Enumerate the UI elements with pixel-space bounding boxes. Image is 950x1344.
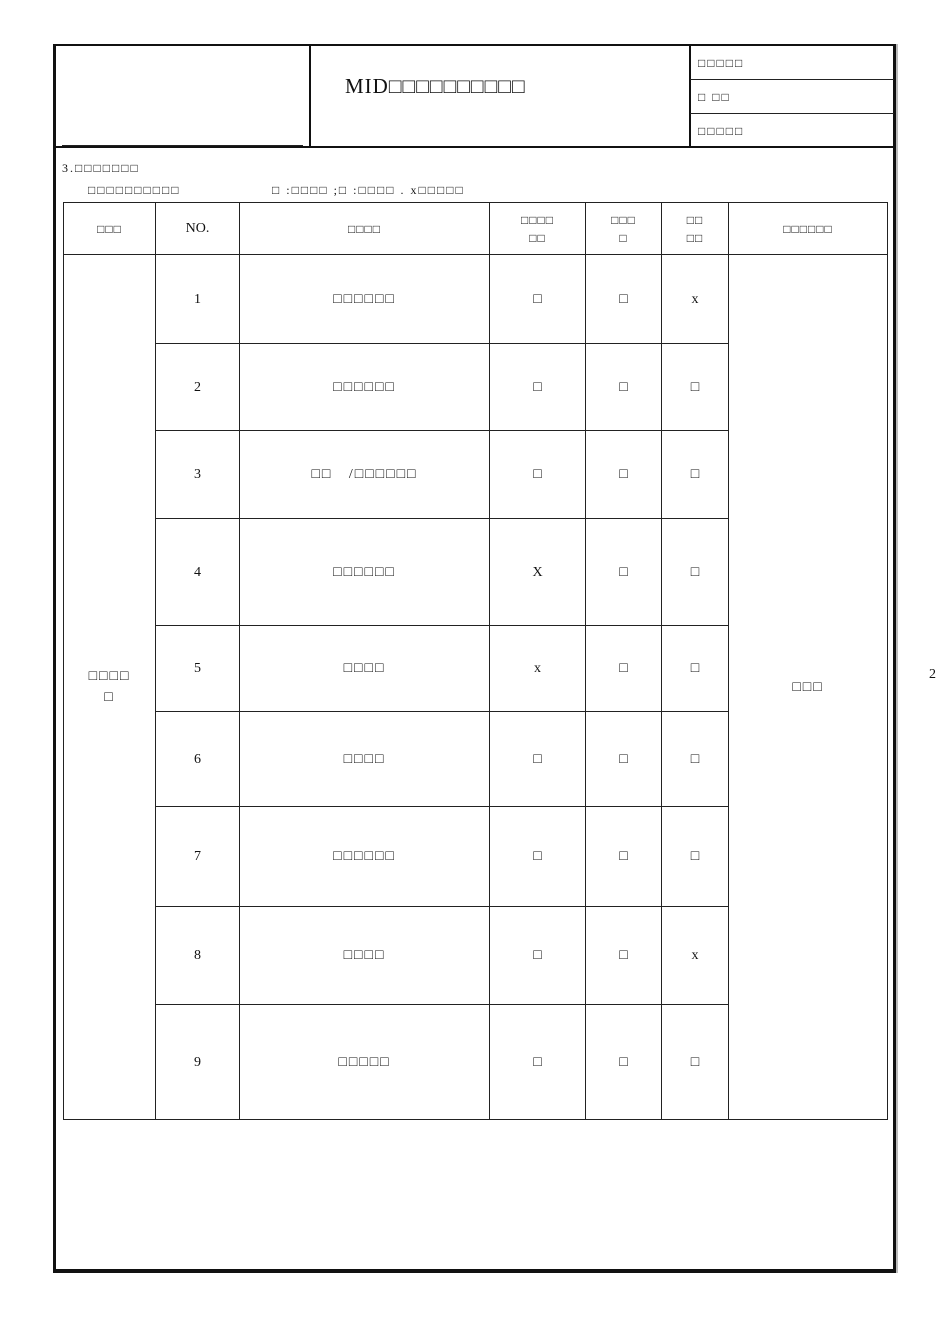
table-header-row: [64, 203, 888, 255]
row-item: □□□□: [240, 907, 490, 1005]
evaluation-table: [63, 202, 888, 1120]
row-item: □□ /□□□□□□: [240, 431, 490, 519]
row-item: □□□□□□: [240, 519, 490, 626]
row-c2: □: [586, 519, 662, 626]
row-item: □□□□□□: [240, 344, 490, 431]
row-c3: □: [662, 344, 729, 431]
col-header-c3: □□ □□: [662, 203, 729, 255]
row-c1: □: [490, 431, 586, 519]
col-header-c1: □□□□ □□: [490, 203, 586, 255]
row-no: 4: [156, 519, 240, 626]
meta-line-3: □□□□□: [698, 124, 745, 138]
row-c3: □: [662, 519, 729, 626]
col-header-category: □□□: [64, 203, 156, 255]
row-c1: □: [490, 907, 586, 1005]
row-c2: □: [586, 626, 662, 712]
col-header-owner: □□□□□□: [729, 203, 888, 255]
row-c1: □: [490, 1005, 586, 1120]
row-no: 3: [156, 431, 240, 519]
row-no: 6: [156, 712, 240, 807]
col-header-c2: □□□ □: [586, 203, 662, 255]
header-bottom-rule: [55, 146, 894, 148]
row-item: □□□□: [240, 626, 490, 712]
col-header-item: □□□□: [240, 203, 490, 255]
legend-items: □ :□□□□ ;□ :□□□□ . x□□□□□: [272, 183, 465, 197]
row-no: 5: [156, 626, 240, 712]
row-c2: □: [586, 431, 662, 519]
row-no: 7: [156, 807, 240, 907]
meta-line-1: □□□□□: [698, 56, 745, 70]
page-number: 2: [929, 667, 936, 682]
row-item: □□□□□□: [240, 807, 490, 907]
row-c3: □: [662, 712, 729, 807]
row-c3: □: [662, 626, 729, 712]
row-c2: □: [586, 344, 662, 431]
row-c1: □: [490, 807, 586, 907]
row-c1: X: [490, 519, 586, 626]
row-c2: □: [586, 712, 662, 807]
document-title: MID□□□□□□□□□□: [345, 74, 526, 98]
row-no: 8: [156, 907, 240, 1005]
header-divider-right: [689, 44, 691, 147]
row-item: □□□□: [240, 712, 490, 807]
frame-shadow: [896, 44, 898, 1273]
row-c3: □: [662, 807, 729, 907]
row-c2: □: [586, 807, 662, 907]
section-heading: 3.□□□□□□□: [62, 161, 140, 175]
row-c3: x: [662, 907, 729, 1005]
row-c2: □: [586, 255, 662, 344]
row-c3: □: [662, 431, 729, 519]
row-c1: □: [490, 344, 586, 431]
row-c1: □: [490, 712, 586, 807]
meta-rule-2: [690, 113, 894, 114]
row-c1: x: [490, 626, 586, 712]
row-c2: □: [586, 907, 662, 1005]
row-c3: x: [662, 255, 729, 344]
row-item: □□□□□□: [240, 255, 490, 344]
row-no: 2: [156, 344, 240, 431]
meta-line-2: □ □□: [698, 90, 731, 104]
legend-intro: □□□□□□□□□□: [88, 183, 181, 197]
row-no: 1: [156, 255, 240, 344]
owner-cell: □□□: [729, 255, 888, 1120]
row-c1: □: [490, 255, 586, 344]
row-c3: □: [662, 1005, 729, 1120]
category-cell: □□□□ □: [64, 255, 156, 1120]
row-c2: □: [586, 1005, 662, 1120]
table-row: [64, 255, 888, 344]
row-no: 9: [156, 1005, 240, 1120]
col-header-no: NO.: [156, 203, 240, 255]
row-item: □□□□□: [240, 1005, 490, 1120]
logo-box-rule: [62, 145, 303, 146]
meta-rule-1: [690, 79, 894, 80]
header-divider-left: [309, 44, 311, 147]
